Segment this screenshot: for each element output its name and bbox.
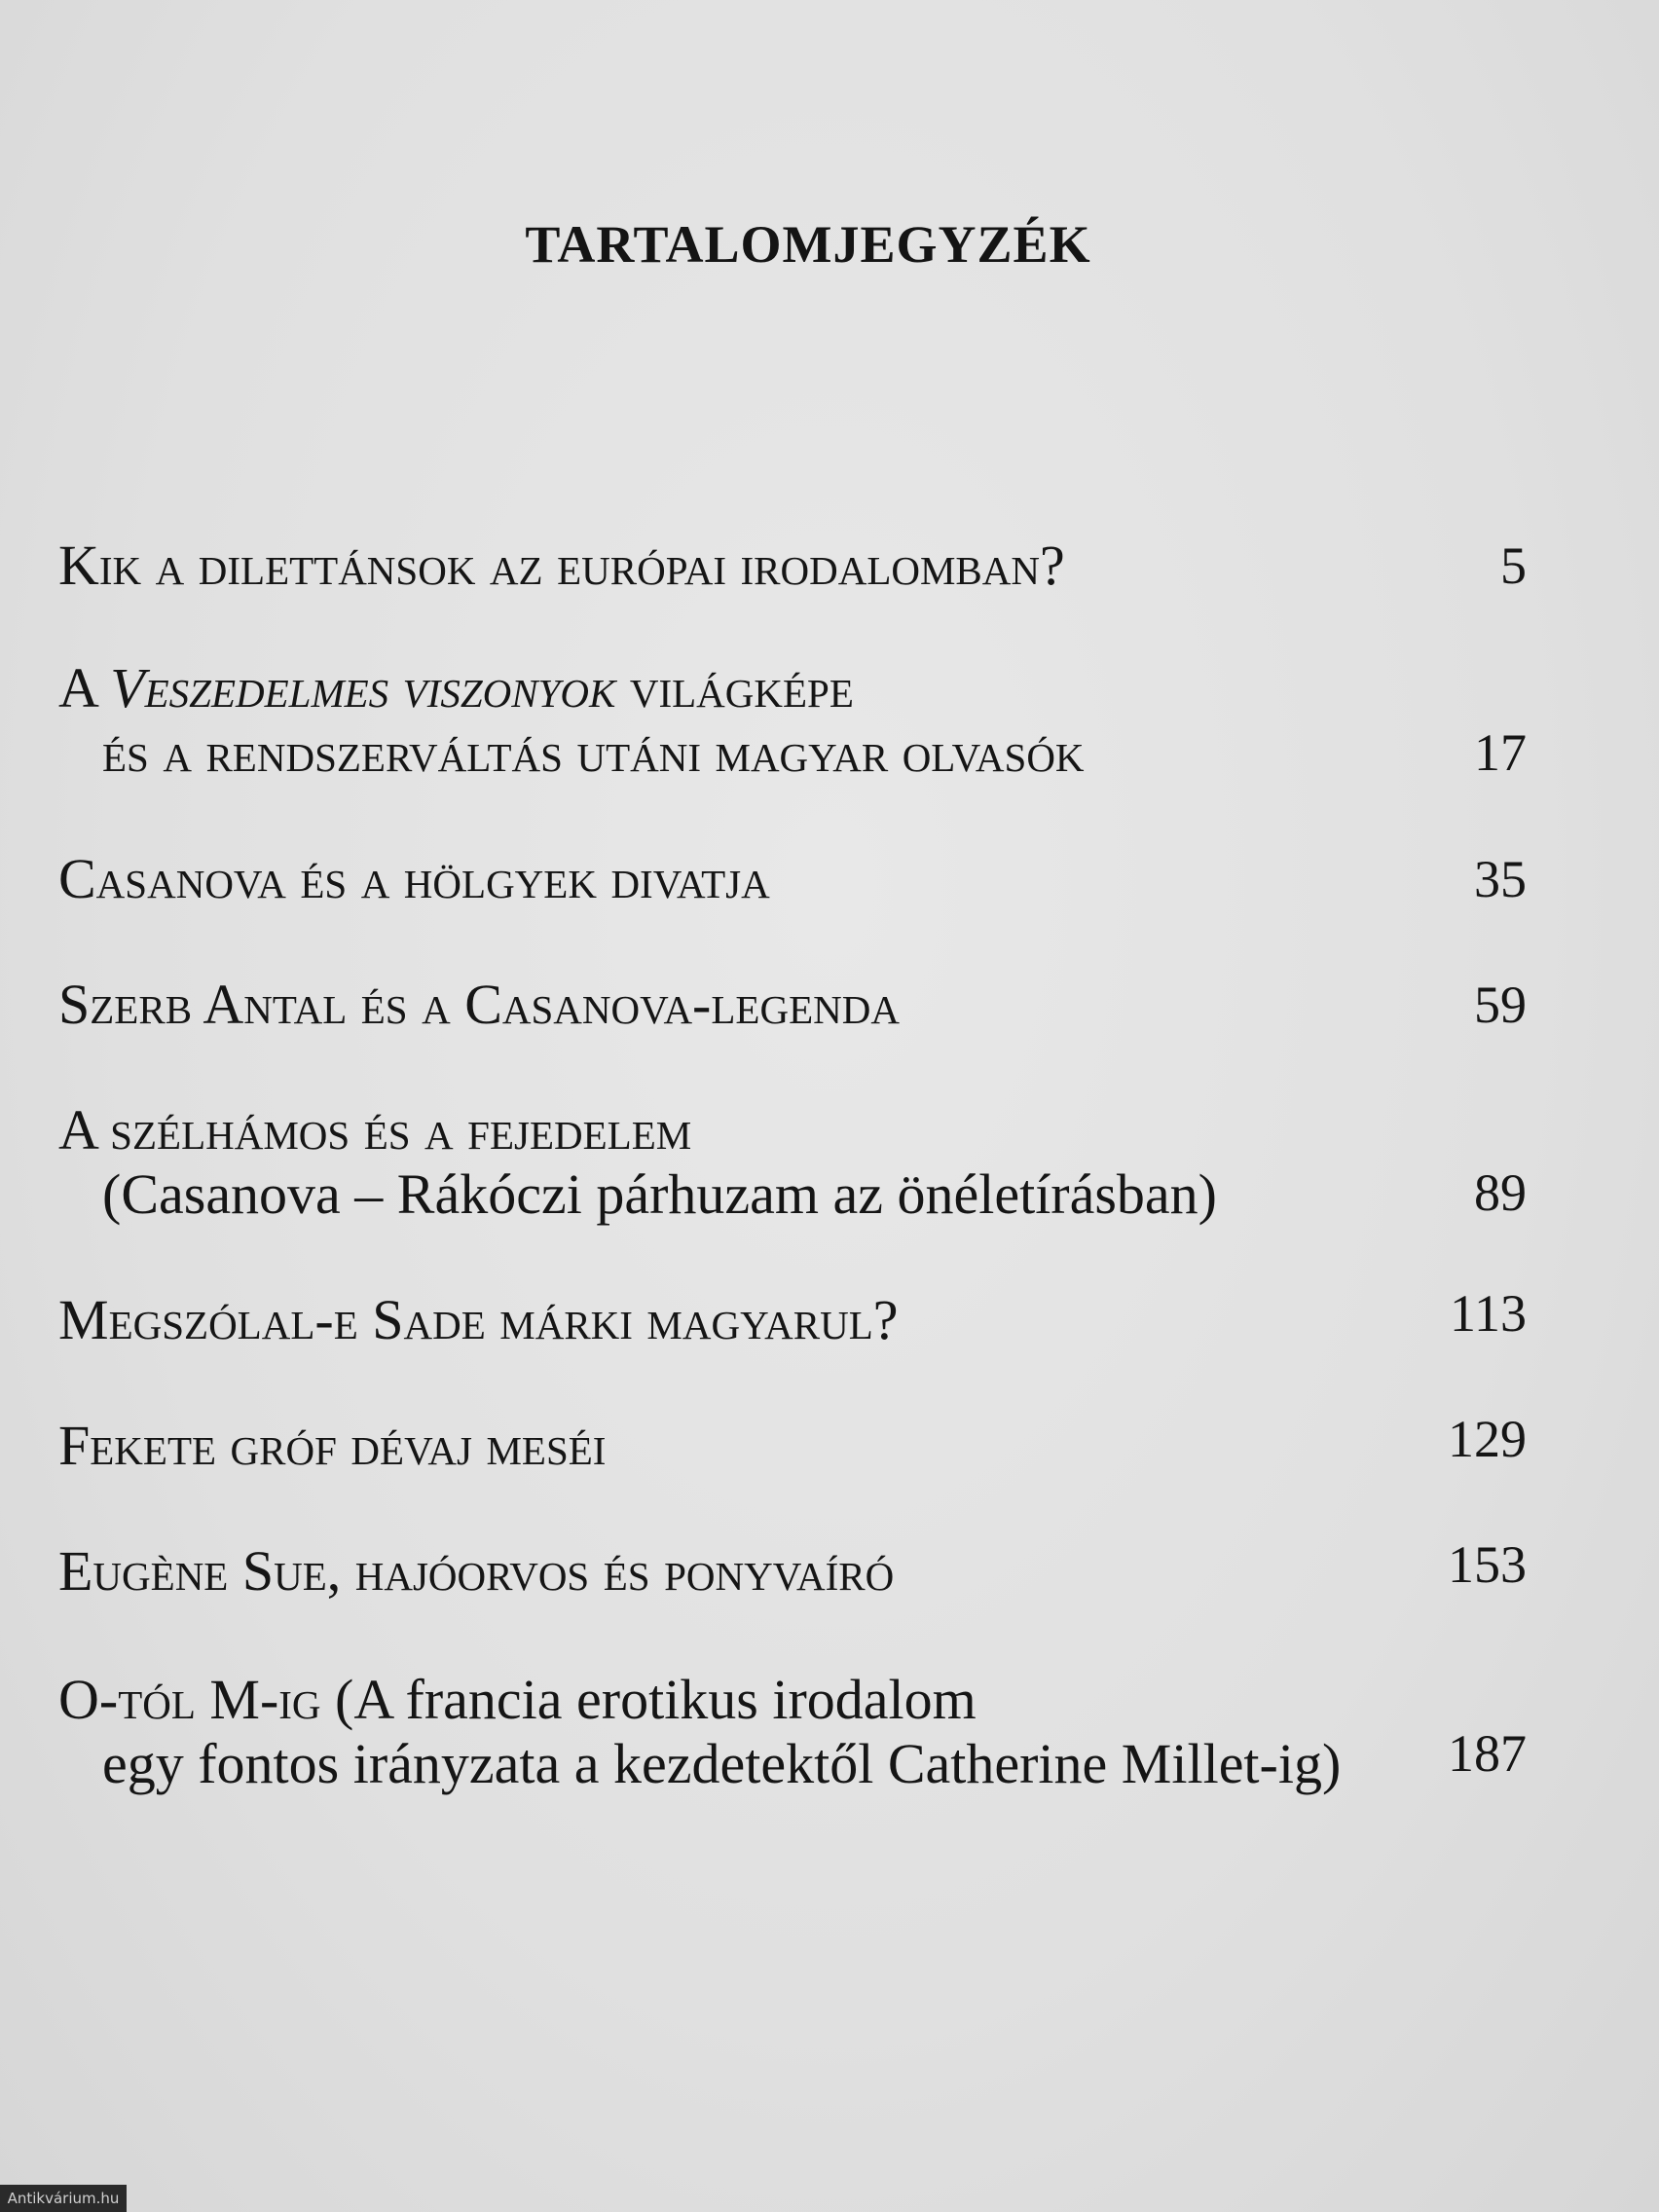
toc-page-number: 153 [1448, 1535, 1527, 1594]
toc-page-number: 5 [1500, 536, 1527, 595]
toc-entry [58, 1288, 1529, 1352]
toc-entry [58, 534, 1529, 598]
site-watermark: Antikvárium.hu [0, 2185, 127, 2212]
toc-entry [58, 973, 1529, 1037]
toc-entry-title: A szélhámos és a fejedelem [58, 1098, 692, 1161]
toc-entry [58, 847, 1529, 911]
page-title: TARTALOMJEGYZÉK [525, 215, 1091, 274]
toc-entry-title-part: A [58, 656, 111, 719]
toc-page-number: 35 [1474, 850, 1527, 908]
toc-entry-title: Casanova és a hölgyek divatja [58, 847, 770, 910]
toc-entry [58, 1098, 1529, 1227]
toc-entry-title: Megszólal-e Sade márki magyarul? [58, 1288, 899, 1351]
toc-entry [58, 1539, 1529, 1604]
toc-entry-subtitle: egy fontos irányzata a kezdetektől Catherine Millet-ig) [102, 1732, 1342, 1795]
toc-entry [58, 656, 1529, 785]
toc-entry-title: Szerb Antal és a Casanova-legenda [58, 973, 900, 1036]
toc-page-number: 59 [1474, 976, 1527, 1034]
toc-entry-title [58, 1668, 1529, 1732]
toc-entry [58, 1414, 1529, 1478]
toc-page-number: 17 [1474, 723, 1527, 782]
toc-page-number: 89 [1474, 1163, 1527, 1222]
toc-entry-title: Kik a dilettánsok az európai irodalomban? [58, 534, 1065, 597]
toc-entry-subtitle: (Casanova – Rákóczi párhuzam az önéletírásban) [102, 1162, 1217, 1226]
toc-entry-title-part: O-tól M-ig [58, 1668, 321, 1731]
toc-entry-subtitle: és a rendszerváltás utáni magyar olvasók [102, 720, 1085, 784]
toc-entry-title: Fekete gróf dévaj meséi [58, 1414, 607, 1477]
toc-page-number: 129 [1448, 1410, 1527, 1468]
toc-entry [58, 1668, 1529, 1796]
toc-page-number: 113 [1450, 1284, 1527, 1343]
toc-page-number: 187 [1448, 1724, 1527, 1783]
toc-entry-title-part: (A francia erotikus irodalom [335, 1668, 977, 1731]
toc-entry-title: Eugène Sue, hajóorvos és ponyvaíró [58, 1539, 895, 1603]
toc-entry-title-italic: Veszedelmes viszonyok [110, 656, 616, 719]
toc-entry-title [58, 656, 1529, 720]
toc-entry-title-part: világképe [615, 656, 854, 719]
